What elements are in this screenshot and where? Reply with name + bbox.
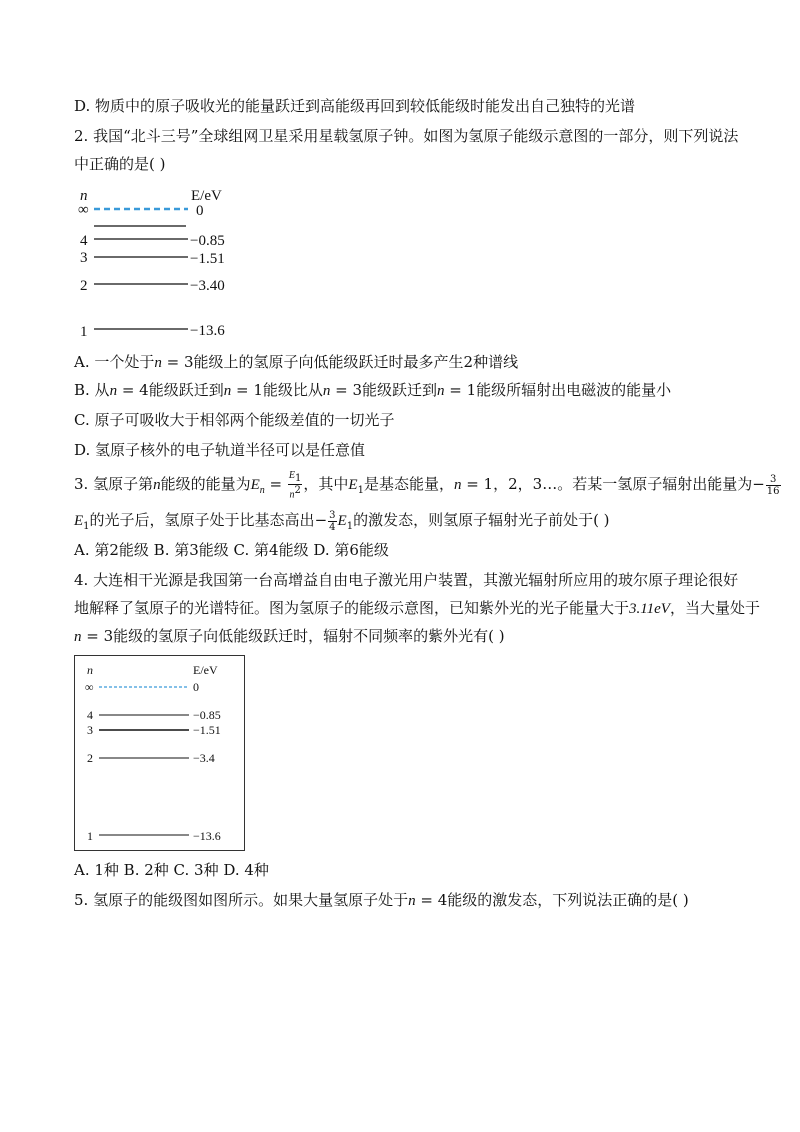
level-n-inf: ∞: [85, 680, 94, 694]
level-n-inf: ∞: [78, 202, 89, 218]
question-3-stem: 3. 氢原子第n能级的能量为$E_n$ = $\frac{E_1}{n^2}$ ，其中$E_1$是基态能量，n = 1，2，3…。若某一氢原子辐射出能量为− $\frac{3}{16}$: [74, 470, 780, 501]
level-n-2: 2: [87, 751, 93, 765]
level-n-1: 1: [87, 829, 93, 843]
e-axis-label: E/eV: [191, 188, 222, 204]
level-e-inf: 0: [193, 680, 199, 694]
level-e-3: −1.51: [193, 723, 221, 737]
fraction-3-4: $\frac{3}{4}$: [329, 509, 336, 533]
level-e-1: −13.6: [193, 829, 221, 843]
question-3-options: A. 第2能级 B. 第3能级 C. 第4能级 D. 第6能级: [74, 541, 389, 559]
question-5-stem: 5. 氢原子的能级图如图所示。如果大量氢原子处于n = 4能级的激发态，下列说法正确的是( ): [74, 891, 689, 909]
option-d-text: D. 物质中的原子吸收光的能量跃迁到高能级再回到较低能级时能发出自己独特的光谱: [74, 97, 636, 115]
question-4-stem: 4. 大连相干光源是我国第一台高增益自由电子激光用户装置，其激光辐射所应用的玻尔原子理论很好: [74, 571, 739, 589]
level-n-3: 3: [87, 723, 93, 737]
n-axis-label: n: [80, 188, 88, 204]
question-4-stem-cont2: n = 3能级的氢原子向低能级跃迁时，辐射不同频率的紫外光有( ): [74, 627, 505, 645]
energy-level-diagram-1: [74, 184, 254, 344]
level-e-4: −0.85: [193, 708, 221, 722]
question-2-option-a: A. 一个处于n = 3能级上的氢原子向低能级跃迁时最多产生2种谱线: [74, 353, 519, 371]
level-n-4: 4: [80, 233, 88, 249]
question-4-stem-cont: 地解释了氢原子的光谱特征。图为氢原子的能级示意图，已知紫外光的光子能量大于3.11eV，当大量处于: [74, 599, 760, 617]
fraction-3-16: $\frac{3}{16}$: [766, 473, 780, 497]
level-e-inf: 0: [196, 203, 204, 219]
level-n-2: 2: [80, 278, 88, 294]
question-4-options: A. 1种 B. 2种 C. 3种 D. 4种: [74, 861, 269, 879]
level-e-1: −13.6: [190, 323, 225, 339]
n-axis-label: n: [87, 663, 93, 677]
energy-level-diagram-2: [74, 655, 245, 851]
fraction-e1-over-n2: $\frac{E_1}{n^2}$: [288, 470, 302, 501]
question-2-option-c: C. 原子可吸收大于相邻两个能级差值的一切光子: [74, 411, 395, 429]
question-2-stem: 2. 我国“北斗三号”全球组网卫星采用星载氢原子钟。如图为氢原子能级示意图的一部分，则下列说法: [74, 127, 739, 145]
question-2-stem-cont: 中正确的是( ): [74, 155, 166, 173]
question-2-option-d: D. 氢原子核外的电子轨道半径可以是任意值: [74, 441, 366, 459]
level-e-2: −3.4: [193, 751, 215, 765]
level-n-4: 4: [87, 708, 93, 722]
level-e-4: −0.85: [190, 233, 225, 249]
level-e-3: −1.51: [190, 251, 225, 267]
level-n-3: 3: [80, 250, 88, 266]
level-e-2: −3.40: [190, 278, 225, 294]
question-3-stem-cont: $E_1$的光子后，氢原子处于比基态高出− $\frac{3}{4}$ $E_1$的激发态，则氢原子辐射光子前处于( ): [74, 509, 610, 533]
level-n-1: 1: [80, 324, 88, 340]
e-axis-label: E/eV: [193, 663, 218, 677]
question-2-option-b: B. 从n = 4能级跃迁到n = 1能级比从n = 3能级跃迁到n = 1能级所辐射出电磁波的能量小: [74, 381, 672, 399]
